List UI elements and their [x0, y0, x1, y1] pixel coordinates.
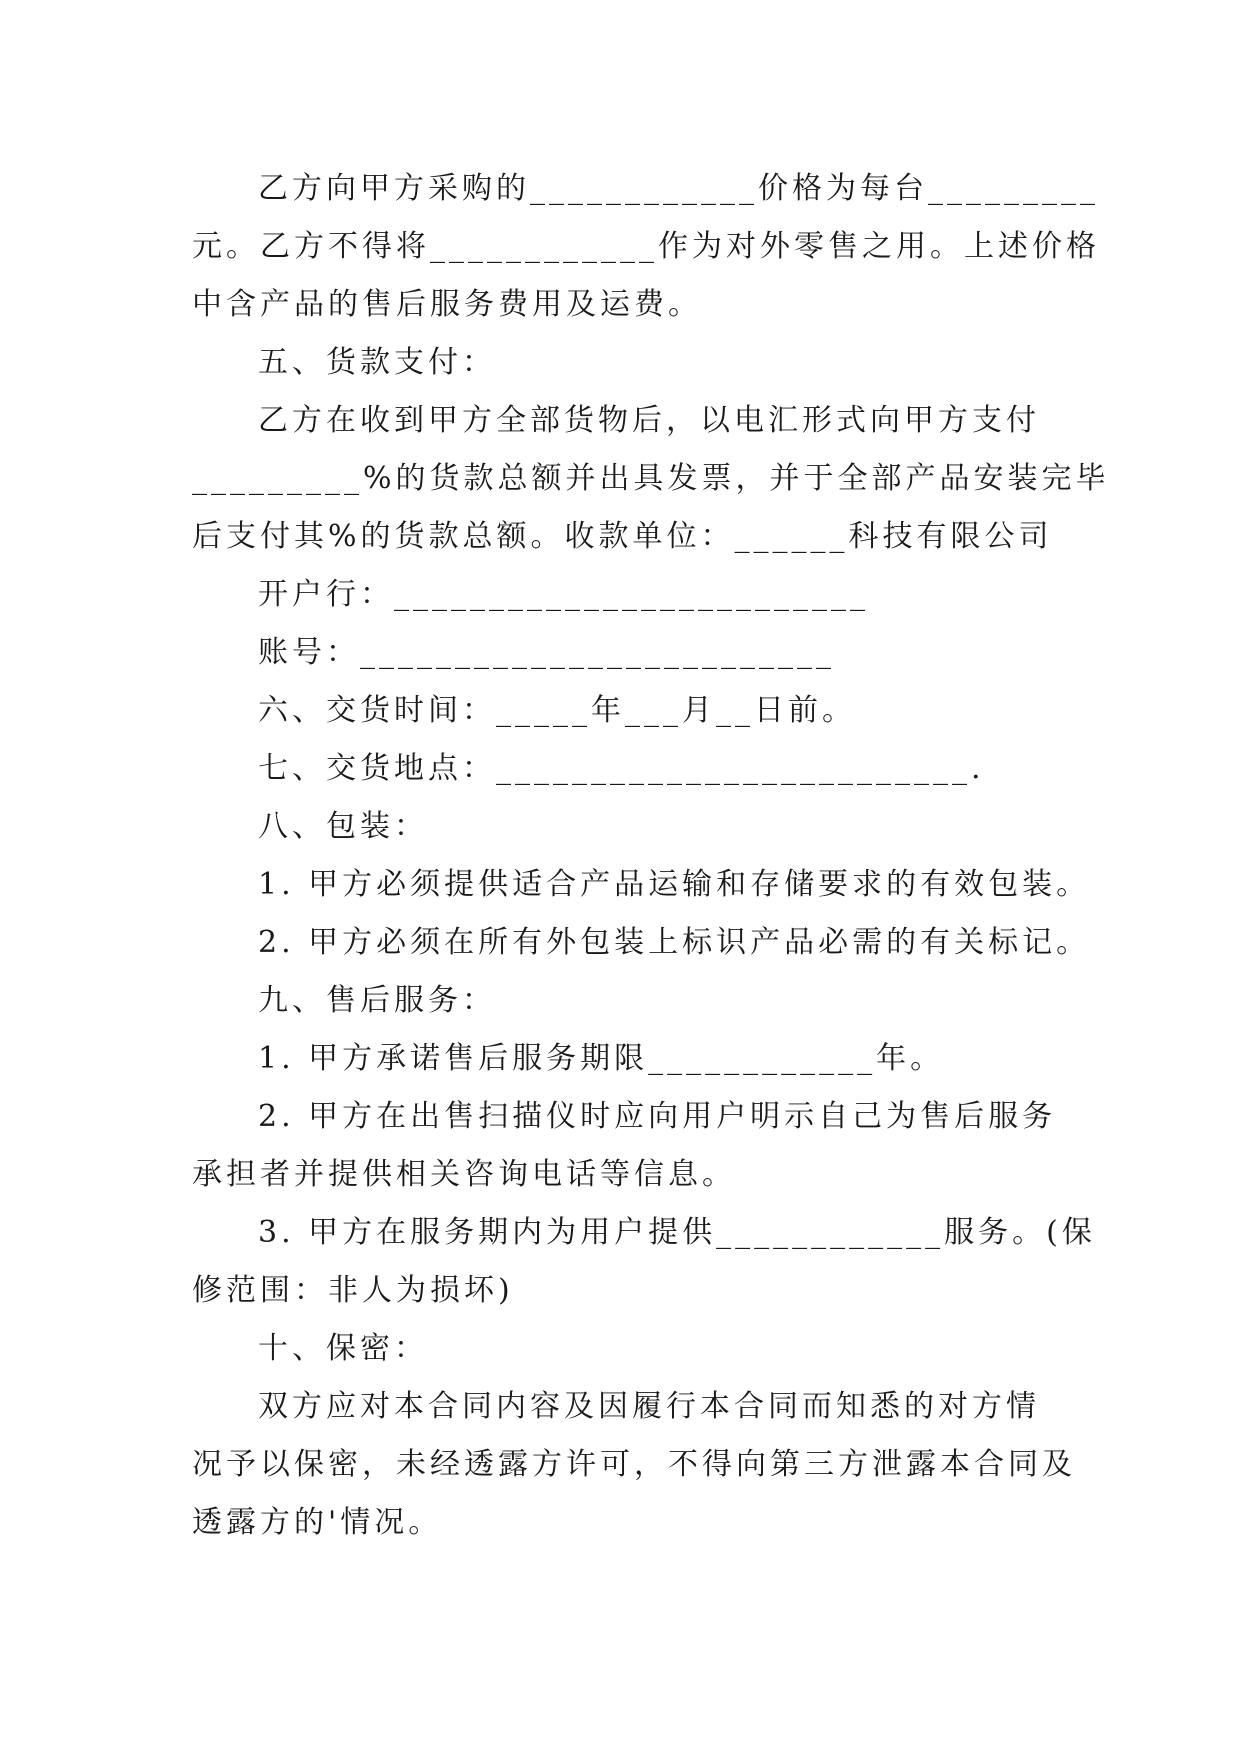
section-heading: 十、保密：	[258, 1331, 428, 1366]
contract-body	[192, 160, 1110, 1552]
paragraph-line: 后支付其%的货款总额。收款单位：______科技有限公司	[192, 519, 1053, 554]
list-item: 3. 甲方在服务期内为用户提供____________服务。(保	[258, 1215, 1096, 1250]
section-heading: 五、货款支付：	[258, 345, 496, 380]
paragraph-line: 修范围：非人为损坏)	[192, 1273, 514, 1308]
paragraph-line: 乙方在收到甲方全部货物后，以电汇形式向甲方支付	[258, 403, 1040, 438]
paragraph-line: 元。乙方不得将____________作为对外零售之用。上述价格	[192, 229, 1100, 264]
section-heading: 八、包装：	[258, 809, 428, 844]
section-heading: 九、售后服务：	[258, 983, 496, 1018]
bank-line: 开户行：_________________________	[258, 577, 869, 612]
section-heading: 六、交货时间：_____年___月__日前。	[258, 693, 856, 728]
paragraph-line: 乙方向甲方采购的____________价格为每台_________	[258, 171, 1099, 206]
list-item: 2. 甲方在出售扫描仪时应向用户明示自己为售后服务	[258, 1099, 1057, 1134]
list-item: 2. 甲方必须在所有外包装上标识产品必需的有关标记。	[258, 925, 1091, 960]
paragraph-line: 双方应对本合同内容及因履行本合同而知悉的对方情	[258, 1389, 1040, 1424]
list-item: 1. 甲方必须提供适合产品运输和存储要求的有效包装。	[258, 867, 1091, 902]
section-heading: 七、交货地点：_________________________.	[258, 751, 985, 786]
paragraph-line: 况予以保密，未经透露方许可，不得向第三方泄露本合同及	[192, 1447, 1076, 1482]
account-line: 账号：_________________________	[258, 635, 835, 670]
paragraph-line: _________%的货款总额并出具发票，并于全部产品安装完毕	[192, 461, 1110, 496]
paragraph-line: 透露方的'情况。	[192, 1505, 443, 1540]
list-item: 1. 甲方承诺售后服务期限____________年。	[258, 1041, 945, 1076]
paragraph-line: 中含产品的售后服务费用及运费。	[192, 287, 702, 322]
paragraph-line: 承担者并提供相关咨询电话等信息。	[192, 1157, 736, 1192]
